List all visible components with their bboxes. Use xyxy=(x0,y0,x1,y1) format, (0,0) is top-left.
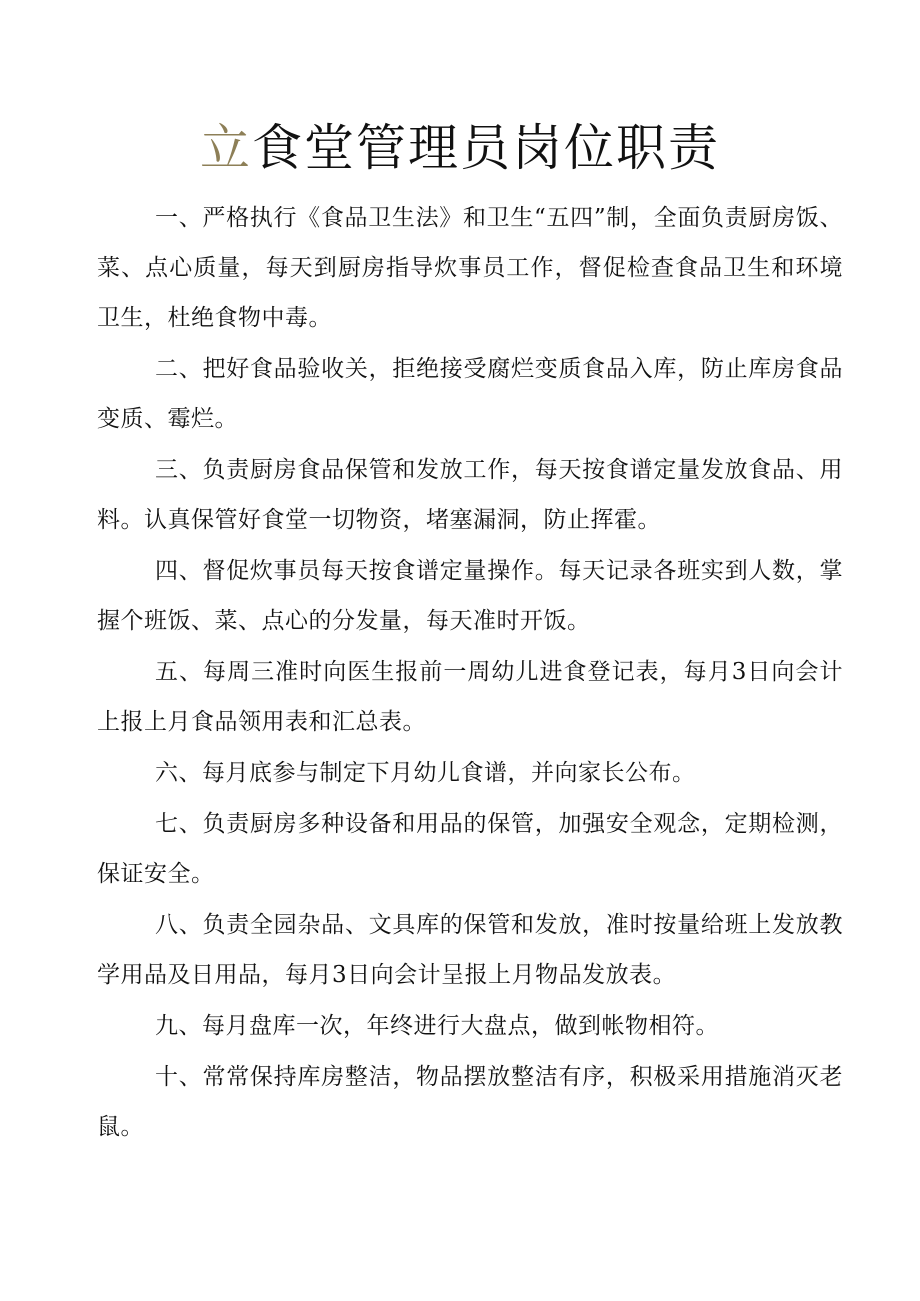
duty-paragraph-9: 九、每月盘库一次，年终进行大盘点，做到帐物相符。 xyxy=(155,1013,719,1039)
page-title xyxy=(0,113,920,183)
title-text: 食堂管理员岗位职责 xyxy=(252,119,720,177)
duty-paragraph-7: 七、负责厨房多种设备和用品的保管，加强安全观念，定期检测，保证安全。 xyxy=(97,811,843,887)
title-mark: 立 xyxy=(200,119,252,177)
duty-paragraph-4: 四、督促炊事员每天按食谱定量操作。每天记录各班实到人数，掌握个班饭、菜、点心的分发量，每天准时开饭。 xyxy=(97,558,843,634)
duty-paragraph-1: 一、严格执行《食品卫生法》和卫生“五四”制，全面负责厨房饭、菜、点心质量，每天到厨房指导炊事员工作，督促检查食品卫生和环境卫生，杜绝食物中毒。 xyxy=(97,205,843,331)
duty-paragraph-3: 三、负责厨房食品保管和发放工作，每天按食谱定量发放食品、用料。认真保管好食堂一切物资，堵塞漏洞，防止挥霍。 xyxy=(97,457,843,533)
duty-paragraph-2: 二、把好食品验收关，拒绝接受腐烂变质食品入库，防止库房食品变质、霉烂。 xyxy=(97,356,843,432)
duty-paragraph-5: 五、每周三准时向医生报前一周幼儿进食登记表，每月3日向会计上报上月食品领用表和汇总表。 xyxy=(97,659,843,735)
duty-paragraph-10: 十、常常保持库房整洁，物品摆放整洁有序，积极采用措施消灭老鼠。 xyxy=(97,1064,843,1140)
duty-paragraph-6: 六、每月底参与制定下月幼儿食谱，并向家长公布。 xyxy=(155,760,696,786)
duty-paragraph-8: 八、负责全园杂品、文具库的保管和发放，准时按量给班上发放教学用品及日用品，每月3日向会计呈报上月物品发放表。 xyxy=(97,912,843,988)
duty-list xyxy=(97,193,843,1153)
